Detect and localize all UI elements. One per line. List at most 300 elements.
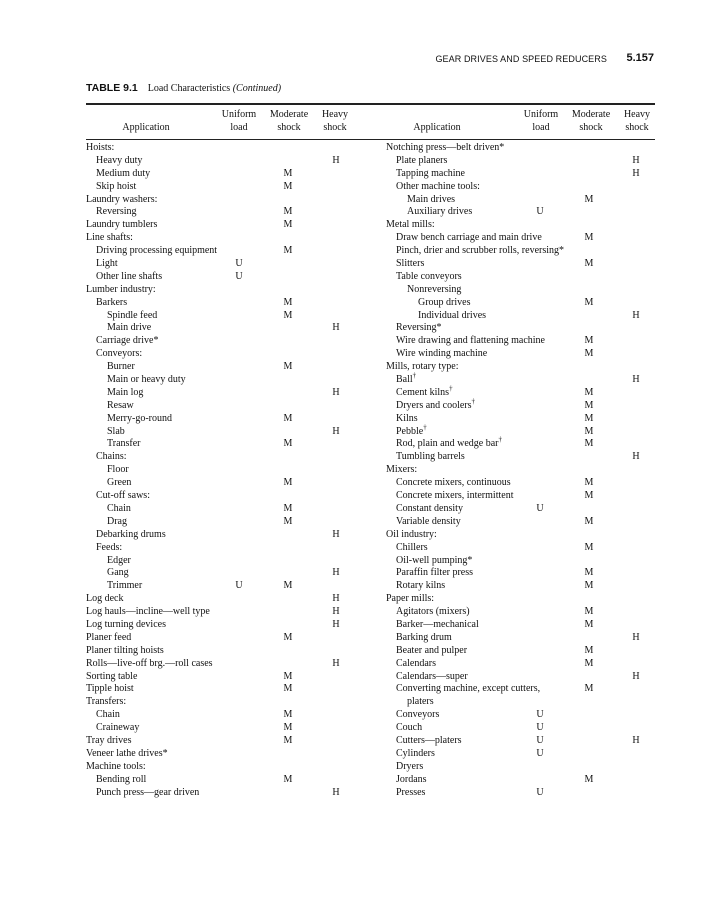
table-row — [86, 671, 366, 684]
heavy-mark: H — [332, 567, 340, 579]
application-name — [386, 671, 468, 684]
application-name — [386, 271, 462, 284]
application-label: Trimmer — [107, 580, 143, 592]
moderate-mark: M — [283, 206, 293, 218]
header-line: Uniform — [523, 109, 559, 120]
application-label: Tapping machine — [396, 167, 465, 179]
heavy-mark: H — [632, 167, 640, 179]
table-row — [386, 361, 656, 374]
application-label: Conveyors — [396, 709, 440, 721]
application-label: Medium duty — [96, 167, 151, 179]
table-row — [86, 774, 366, 787]
dagger-footnote-mark: † — [412, 371, 417, 380]
moderate-mark: M — [283, 709, 293, 721]
table-row — [86, 632, 366, 645]
application-name — [386, 683, 540, 696]
table-row — [86, 142, 366, 155]
table-row — [386, 632, 656, 645]
table-header-rule — [86, 139, 655, 140]
table-row — [86, 709, 366, 722]
header-line: shock — [625, 122, 649, 133]
table-row — [86, 155, 366, 168]
moderate-mark: M — [283, 180, 293, 192]
table-row — [86, 593, 366, 606]
application-label: Tipple hoist — [86, 683, 134, 695]
table-row — [386, 348, 656, 361]
table-label: TABLE 9.1 — [86, 82, 138, 94]
application-label: Feeds: — [96, 541, 123, 553]
table-row — [86, 761, 366, 774]
application-name — [386, 580, 445, 593]
table-row — [86, 413, 366, 426]
application-name — [86, 438, 141, 451]
application-label: Presses — [396, 786, 426, 798]
application-name — [386, 606, 470, 619]
heavy-mark: H — [332, 606, 340, 618]
table-row — [386, 542, 656, 555]
table-continued: (Continued) — [232, 83, 282, 94]
table-row — [386, 529, 656, 542]
application-label: Rolls—live-off brg.—roll cases — [86, 657, 213, 669]
application-label: Jordans — [396, 773, 427, 785]
moderate-mark: M — [283, 580, 293, 592]
application-name — [86, 310, 157, 323]
heavy-mark: H — [632, 374, 640, 386]
column-header-heavy-right — [617, 108, 657, 134]
table-row — [386, 593, 656, 606]
table-row — [386, 683, 656, 696]
application-name — [86, 348, 142, 361]
moderate-mark: M — [283, 734, 293, 746]
application-name — [386, 413, 418, 426]
application-label: Edger — [107, 554, 131, 566]
application-name — [86, 400, 134, 413]
uniform-mark: U — [235, 258, 243, 270]
application-label: Calendars — [396, 657, 436, 669]
moderate-mark: M — [283, 515, 293, 527]
application-label: Pebble — [396, 425, 424, 437]
moderate-mark: M — [283, 412, 293, 424]
application-label: Dryers — [396, 760, 424, 772]
table-row — [86, 490, 366, 503]
application-name — [386, 438, 502, 451]
application-label: Other machine tools: — [396, 180, 480, 192]
application-name — [86, 181, 136, 194]
application-name — [86, 374, 186, 387]
application-name — [386, 774, 427, 787]
table-row — [86, 606, 366, 619]
moderate-mark: M — [584, 657, 594, 669]
application-label: Wire drawing and flattening machine — [396, 335, 545, 347]
application-name — [386, 709, 439, 722]
table-row — [386, 194, 656, 207]
table-row — [86, 348, 366, 361]
table-row — [86, 645, 366, 658]
application-label: Main log — [107, 386, 144, 398]
application-label: Rotary kilns — [396, 580, 446, 592]
application-name — [386, 567, 473, 580]
application-label: Barkers — [96, 296, 128, 308]
moderate-mark: M — [584, 232, 594, 244]
application-label: Merry-go-round — [107, 412, 172, 424]
table-row — [86, 194, 366, 207]
heavy-mark: H — [632, 451, 640, 463]
application-name — [386, 516, 461, 529]
application-label: Cutters—platers — [396, 734, 462, 746]
table-row — [386, 696, 656, 709]
table-row — [86, 477, 366, 490]
moderate-mark: M — [584, 386, 594, 398]
heavy-mark: H — [332, 386, 340, 398]
table-row — [86, 658, 366, 671]
application-name — [386, 155, 447, 168]
application-label: Plate planers — [396, 154, 448, 166]
moderate-mark: M — [584, 193, 594, 205]
application-name — [386, 477, 511, 490]
application-label: Carriage drive* — [96, 335, 159, 347]
application-label: Lumber industry: — [86, 283, 156, 295]
uniform-mark: U — [235, 270, 243, 282]
table-row — [386, 423, 656, 439]
table-row — [86, 464, 366, 477]
moderate-mark: M — [584, 477, 594, 489]
table-row — [86, 722, 366, 735]
table-row — [386, 142, 656, 155]
application-name — [386, 529, 437, 542]
moderate-mark: M — [283, 296, 293, 308]
application-label: Couch — [396, 722, 423, 734]
table-row — [86, 748, 366, 761]
moderate-mark: M — [584, 412, 594, 424]
moderate-mark: M — [584, 580, 594, 592]
application-label: Chain — [107, 502, 131, 514]
application-label: Sorting table — [86, 670, 138, 682]
application-name — [386, 232, 542, 245]
application-name — [386, 748, 435, 761]
column-header-application-left: Application — [122, 122, 170, 133]
dagger-footnote-mark: † — [471, 397, 476, 406]
application-name — [86, 464, 129, 477]
application-label: Floor — [107, 464, 129, 476]
header-line: Moderate — [571, 109, 611, 120]
moderate-mark: M — [283, 722, 293, 734]
moderate-mark: M — [283, 309, 293, 321]
application-label: Dryers and coolers — [396, 399, 472, 411]
application-name — [386, 361, 459, 374]
application-name — [86, 155, 142, 168]
moderate-mark: M — [283, 361, 293, 373]
application-label: Group drives — [418, 296, 471, 308]
application-name — [86, 722, 139, 735]
heavy-mark: H — [332, 618, 340, 630]
application-label: Reversing — [96, 206, 137, 218]
column-header-moderate-left — [264, 108, 314, 134]
table-row — [386, 580, 656, 593]
application-name — [386, 284, 461, 297]
application-label: Transfer — [107, 438, 141, 450]
application-label: Mixers: — [386, 464, 418, 476]
application-label: Paraffin filter press — [396, 567, 474, 579]
application-name — [86, 194, 157, 207]
application-label: Auxiliary drives — [407, 206, 473, 218]
application-label: Concrete mixers, continuous — [396, 477, 511, 489]
application-label: Mills, rotary type: — [386, 361, 459, 373]
application-name — [386, 735, 462, 748]
table-row — [386, 645, 656, 658]
application-label: Main drives — [407, 193, 456, 205]
application-label: Ball — [396, 374, 413, 386]
application-label: Laundry washers: — [86, 193, 158, 205]
application-label: Individual drives — [418, 309, 487, 321]
table-row — [86, 245, 366, 258]
application-label: Green — [107, 477, 132, 489]
table-row — [386, 567, 656, 580]
moderate-mark: M — [283, 773, 293, 785]
application-name — [386, 542, 428, 555]
moderate-mark: M — [584, 399, 594, 411]
moderate-mark: M — [584, 258, 594, 270]
application-name — [386, 219, 435, 232]
application-name — [386, 555, 472, 568]
heavy-mark: H — [332, 154, 340, 166]
application-label: Log turning devices — [86, 618, 166, 630]
application-label: Rod, plain and wedge bar — [396, 438, 499, 450]
header-line: shock — [277, 122, 301, 133]
application-name — [86, 606, 210, 619]
table-row — [86, 297, 366, 310]
application-label: Line shafts: — [86, 232, 133, 244]
application-name — [86, 542, 122, 555]
moderate-mark: M — [584, 606, 594, 618]
table-row — [86, 426, 366, 439]
table-row — [86, 271, 366, 284]
table-row — [86, 335, 366, 348]
application-name — [86, 567, 129, 580]
application-name — [86, 142, 114, 155]
application-label: Craineway — [96, 722, 140, 734]
table-row — [86, 232, 366, 245]
table-row — [386, 219, 656, 232]
table-row — [86, 555, 366, 568]
application-name — [86, 219, 157, 232]
application-name — [86, 593, 124, 606]
application-name — [386, 181, 480, 194]
application-name — [386, 696, 434, 709]
application-label: Oil-well pumping* — [396, 554, 473, 566]
application-name — [386, 722, 422, 735]
table-row — [386, 722, 656, 735]
table-row — [386, 297, 656, 310]
heavy-mark: H — [332, 425, 340, 437]
application-name — [86, 619, 166, 632]
table-row — [86, 567, 366, 580]
table-row — [86, 168, 366, 181]
table-row — [86, 310, 366, 323]
application-name — [86, 671, 137, 684]
table-row — [386, 168, 656, 181]
application-name — [386, 206, 472, 219]
table-row — [386, 735, 656, 748]
application-label: Laundry tumblers — [86, 219, 158, 231]
table-row — [386, 310, 656, 323]
moderate-mark: M — [584, 773, 594, 785]
application-name — [386, 451, 465, 464]
application-label: Driving processing equipment — [96, 245, 218, 257]
application-label: Chain — [96, 709, 120, 721]
table-row — [86, 735, 366, 748]
application-label: Drag — [107, 515, 127, 527]
application-label: Main or heavy duty — [107, 374, 186, 386]
application-name — [386, 194, 455, 207]
application-name — [86, 645, 164, 658]
application-name — [386, 245, 564, 258]
table-row — [86, 181, 366, 194]
moderate-mark: M — [584, 644, 594, 656]
application-name — [386, 593, 434, 606]
header-line: Heavy — [321, 109, 349, 120]
table-row — [86, 787, 366, 800]
application-name — [86, 271, 162, 284]
column-header-uniform-left — [215, 108, 263, 134]
application-name — [86, 787, 199, 800]
application-name — [86, 580, 142, 593]
moderate-mark: M — [584, 335, 594, 347]
header-line: load — [532, 122, 550, 133]
dagger-footnote-mark: † — [449, 384, 453, 393]
uniform-mark: U — [536, 206, 544, 218]
page-number: 5.157 — [626, 52, 654, 64]
table-row — [386, 774, 656, 787]
column-header-uniform-right — [517, 108, 565, 134]
moderate-mark: M — [584, 490, 594, 502]
dagger-footnote-mark: † — [498, 436, 502, 445]
table-row — [386, 258, 656, 271]
moderate-mark: M — [283, 438, 293, 450]
column-header-heavy-left — [314, 108, 356, 134]
application-name — [386, 632, 452, 645]
application-label: Conveyors: — [96, 348, 143, 360]
application-name — [386, 258, 424, 271]
application-name — [386, 503, 463, 516]
application-name — [86, 284, 156, 297]
moderate-mark: M — [584, 567, 594, 579]
running-title: GEAR DRIVES AND SPEED REDUCERS — [435, 54, 607, 64]
column-header-application-right: Application — [413, 122, 461, 133]
application-label: Barking drum — [396, 631, 452, 643]
application-label: Debarking drums — [96, 528, 166, 540]
table-row — [86, 683, 366, 696]
application-name — [86, 696, 126, 709]
heavy-mark: H — [332, 528, 340, 540]
application-name — [86, 658, 213, 671]
table-row — [386, 206, 656, 219]
moderate-mark: M — [584, 425, 594, 437]
table-row — [86, 361, 366, 374]
table-row — [386, 490, 656, 503]
table-row — [86, 438, 366, 451]
application-name — [86, 245, 217, 258]
table-row — [386, 761, 656, 774]
table-row — [86, 322, 366, 335]
application-name — [86, 361, 135, 374]
application-name — [386, 645, 467, 658]
table-body-left — [86, 142, 366, 799]
table-row — [386, 748, 656, 761]
moderate-mark: M — [584, 348, 594, 360]
table-row — [386, 619, 656, 632]
application-name — [86, 322, 151, 335]
application-label: Planer tilting hoists — [86, 644, 164, 656]
heavy-mark: H — [632, 670, 640, 682]
table-row — [386, 477, 656, 490]
table-row — [386, 384, 656, 400]
moderate-mark: M — [584, 618, 594, 630]
table-row — [386, 671, 656, 684]
application-name — [86, 490, 150, 503]
application-name — [386, 658, 436, 671]
column-header-moderate-right — [566, 108, 616, 134]
heavy-mark: H — [632, 154, 640, 166]
table-row — [386, 371, 656, 387]
application-name — [386, 761, 423, 774]
table-row — [386, 709, 656, 722]
application-label: Slab — [107, 425, 125, 437]
application-label: Calendars—super — [396, 670, 468, 682]
moderate-mark: M — [584, 683, 594, 695]
running-header — [86, 52, 655, 68]
application-name — [386, 322, 442, 335]
application-name — [86, 683, 134, 696]
application-label: Cement kilns — [396, 386, 450, 398]
application-label: Notching press—belt driven* — [386, 142, 505, 153]
dagger-footnote-mark: † — [423, 423, 427, 432]
application-label: Main drive — [107, 322, 152, 334]
table-title: Load Characteristics — [147, 83, 231, 94]
moderate-mark: M — [283, 245, 293, 257]
application-name — [386, 619, 479, 632]
application-label: Table conveyors — [396, 270, 462, 282]
header-line: Uniform — [221, 109, 257, 120]
application-label: Variable density — [396, 515, 461, 527]
application-name — [86, 206, 137, 219]
application-name — [86, 748, 168, 761]
application-name — [86, 413, 172, 426]
table-row — [386, 155, 656, 168]
moderate-mark: M — [283, 670, 293, 682]
application-name — [86, 258, 118, 271]
application-label: Cut-off saws: — [96, 490, 150, 502]
application-name — [386, 142, 504, 155]
application-name — [386, 397, 476, 413]
moderate-mark: M — [283, 167, 293, 179]
table-row — [386, 181, 656, 194]
application-name — [86, 426, 125, 439]
header-line: Moderate — [269, 109, 309, 120]
application-label: Log hauls—incline—well type — [86, 606, 210, 618]
table-row — [386, 335, 656, 348]
application-name — [386, 423, 427, 439]
application-label: Resaw — [107, 399, 134, 411]
application-label: Oil industry: — [386, 528, 437, 540]
moderate-mark: M — [584, 296, 594, 308]
uniform-mark: U — [536, 786, 544, 798]
application-label: Punch press—gear driven — [96, 786, 200, 798]
table-row — [86, 696, 366, 709]
heavy-mark: H — [632, 734, 640, 746]
moderate-mark: M — [283, 502, 293, 514]
application-name — [86, 477, 131, 490]
moderate-mark: M — [283, 631, 293, 643]
